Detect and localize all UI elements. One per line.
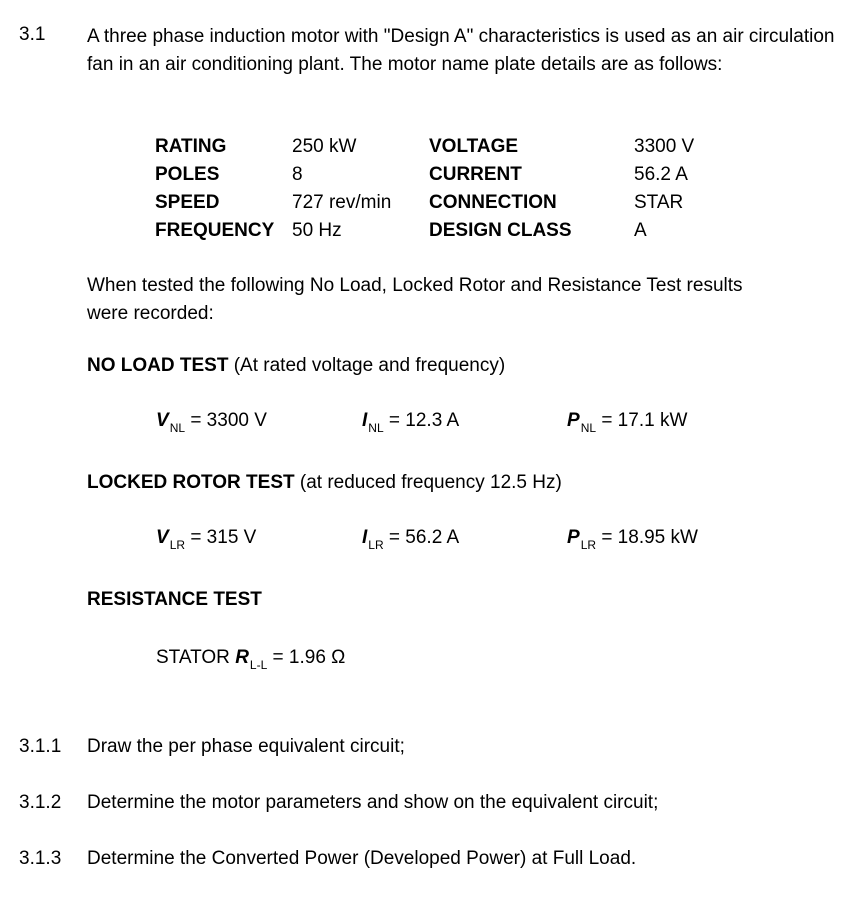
no-load-voltage: $V_{NL} = 3300$ V [156, 410, 267, 435]
connection-value: STAR [634, 192, 684, 213]
task-number: 3.1.1 [19, 736, 62, 757]
speed-label: SPEED [155, 192, 220, 213]
resistance-title: RESISTANCE TEST [87, 589, 262, 610]
current-label: CURRENT [429, 164, 522, 185]
rating-value: 250 kW [292, 136, 357, 157]
rating-label: RATING [155, 136, 227, 157]
task-number: 3.1.2 [19, 792, 62, 813]
frequency-label: FREQUENCY [155, 220, 275, 241]
locked-rotor-condition: (at reduced frequency 12.5 Hz) [299, 472, 562, 493]
poles-value: 8 [292, 164, 303, 185]
no-load-heading [87, 356, 505, 375]
locked-rotor-voltage: $V_{LR} = 315$ V [156, 527, 257, 552]
locked-rotor-current: $I_{LR} = 56.2$ A [362, 527, 460, 552]
current-value: 56.2 A [634, 164, 688, 185]
task-text: Determine the motor parameters and show on the equivalent circuit; [87, 792, 659, 813]
no-load-title: NO LOAD TEST [87, 355, 229, 376]
locked-rotor-power: $P_{LR} = 18.95$ kW [567, 527, 698, 552]
frequency-value: 50 Hz [292, 220, 342, 241]
stator-resistance: STATOR $R_{L-L} = 1.96$ Ω [156, 647, 346, 672]
voltage-label: VOLTAGE [429, 136, 519, 157]
task-text: Determine the Converted Power (Developed Power) at Full Load. [87, 848, 637, 869]
poles-label: POLES [155, 164, 220, 185]
speed-value: 727 rev/min [292, 192, 392, 213]
locked-rotor-title: LOCKED ROTOR TEST [87, 472, 295, 493]
design-class-label: DESIGN CLASS [429, 220, 572, 241]
no-load-condition: (At rated voltage and frequency) [233, 355, 506, 376]
question-intro: A three phase induction motor with "Design A" characteristics is used as an air circulation fan in an air conditioning plant. The motor name plate details are as follows: [87, 26, 835, 75]
voltage-value: 3300 V [634, 136, 695, 157]
task-number: 3.1.3 [19, 848, 62, 869]
task-text: Draw the per phase equivalent circuit; [87, 736, 405, 757]
design-class-value: A [634, 220, 647, 241]
tests-intro: When tested the following No Load, Locked Rotor and Resistance Test results were recorded: [87, 275, 743, 324]
no-load-current: $I_{NL} = 12.3$ A [362, 410, 460, 435]
connection-label: CONNECTION [429, 192, 557, 213]
locked-rotor-heading [87, 473, 562, 492]
no-load-power: $P_{NL} = 17.1$ kW [567, 410, 688, 435]
question-number: 3.1 [19, 24, 46, 45]
